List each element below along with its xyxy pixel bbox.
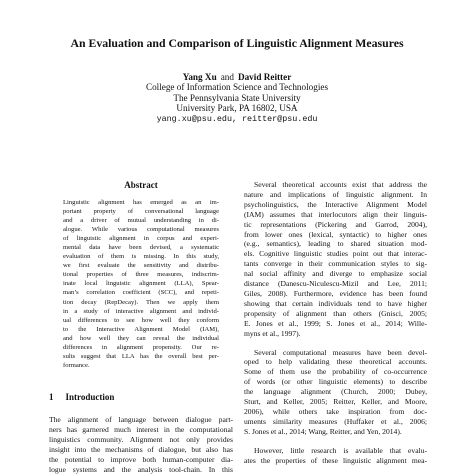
text-line: Several theoretical accounts exist that address the: [254, 180, 427, 189]
text-line: nature and implications of linguistic alignment. In: [244, 189, 427, 199]
text-line: Linguistic alignment has emerged as an im-: [63, 199, 219, 206]
text-line: mental data have been devised, a systematic: [63, 244, 219, 252]
text-line: we first evaluate the sensitivity and distribu-: [63, 262, 219, 270]
text-line: psycholinguistics, the Interactive Alignment Model: [244, 199, 427, 209]
text-line: nal social affinity and diverge to emphasize social: [244, 269, 427, 279]
text-line: insight into the mechanisms of dialogue, but also has: [49, 444, 233, 454]
introduction-body: [49, 415, 233, 474]
paper-title: An Evaluation and Comparison of Linguistic Alignment Measures: [70, 36, 404, 50]
body-paragraph: [244, 446, 427, 466]
author-2: David Reitter: [237, 72, 292, 82]
text-line: from lower ones (lexical, syntactic) to higher ones: [244, 229, 427, 239]
affiliation-line: The Pennsylvania State University: [173, 92, 301, 103]
text-line: and a driver of mutual understanding in di-: [63, 217, 219, 225]
author-emails: yang.xu@psu.edu, reitter@psu.edu: [156, 113, 318, 124]
text-line: tants converge in their communication styles to sig-: [244, 259, 427, 269]
text-line: The alignment of language between dialogue part-: [49, 415, 233, 424]
text-line: (IAM) assumes that interlocutors align their linguis-: [244, 209, 427, 219]
text-line: portant property of conversational language: [63, 208, 219, 216]
text-line: uments similarity measures (Huffaker et al., 2006;: [244, 416, 427, 426]
text-line: Sturt, and Keller, 2005; Reitter, Keller, and Moore,: [244, 397, 427, 407]
text-line: the language alignment (Church, 2000; Dubey,: [244, 387, 427, 397]
text-line: sults suggest that LLA has the overall best per-: [63, 352, 219, 360]
section-heading-introduction: [49, 392, 114, 402]
section-number: 1: [49, 392, 54, 402]
right-column: [244, 180, 427, 474]
text-line: ners has garnered much interest in the computational: [49, 424, 233, 434]
text-line: showing that certain individuals tend to have higher: [244, 298, 427, 308]
text-line: ates the properties of these linguistic alignment mea-: [244, 455, 427, 465]
text-line: propensity of alignment than others (Gnisci, 2005;: [244, 308, 427, 318]
text-line: man’s correlation coefficient (SCC), and repeti-: [63, 289, 219, 297]
text-line: E. Jones et al., 1999; S. Jones et al., 2014; Wille-: [244, 318, 427, 328]
text-line: formance.: [63, 361, 90, 369]
text-line: Several computational measures have been devel-: [254, 347, 427, 357]
author-conjunction: and: [220, 72, 234, 82]
text-line: Giles, 2008). Furthermore, evidence has been found: [244, 288, 427, 298]
text-line: and how well they can reveal the individual: [63, 334, 219, 342]
text-line: S. Jones et al., 2014; Wang, Reitter, and Yen, 2014).: [244, 426, 402, 436]
text-line: els. Cognitive linguistic studies point out that interac-: [244, 249, 427, 259]
text-line: of words (or other linguistic elements) to describe: [244, 377, 427, 387]
text-line: alogue. While various computational measures: [63, 226, 219, 234]
text-line: evaluation of them is missing. In this study,: [63, 253, 219, 261]
text-line: tional properties of three measures, indiscrim-: [63, 271, 219, 279]
text-line: ual differences to see how well they conform: [63, 316, 219, 324]
text-line: oped to help validating these theoretical accounts.: [244, 357, 427, 367]
author-1: Yang Xu: [182, 72, 217, 82]
left-column: [49, 180, 233, 370]
text-line: differences in alignment propensity. Our re-: [63, 343, 219, 351]
text-line: distance (Danescu-Niculescu-Mizil and Lee, 2011;: [244, 279, 427, 289]
abstract-body: [63, 198, 219, 370]
text-line: the potential to improve both human-computer dia-: [49, 454, 233, 464]
text-line: myns et al., 1997).: [244, 328, 301, 338]
text-line: inate local linguistic alignment (LLA), Spear-: [63, 280, 219, 288]
text-line: tic representations (Pickering and Garrod, 2004),: [244, 219, 427, 229]
body-paragraph: [244, 180, 427, 339]
text-line: Some of them use the probability of co-occurrence: [244, 367, 427, 377]
section-title: Introduction: [65, 392, 115, 402]
author-names: [0, 72, 474, 82]
text-line: linguistics community. Alignment not only provides: [49, 434, 233, 444]
text-line: However, little research is available that evalu-: [254, 445, 427, 455]
body-paragraph: [244, 348, 427, 437]
affiliation-line: College of Information Science and Technologies: [145, 82, 329, 93]
text-line: in a study of interactive alignment and individ-: [63, 307, 219, 315]
affiliation-line: University Park, PA 16802, USA: [176, 103, 298, 114]
text-line: logue systems and the analysis tool-chain. In this: [49, 464, 233, 474]
abstract-heading: Abstract: [124, 180, 158, 190]
text-line: 2006), while others take inspiration from doc-: [244, 406, 427, 416]
text-line: of linguistic alignment in corpus and experi-: [63, 235, 219, 243]
text-line: tion decay (RepDecay). Then we apply them: [63, 298, 219, 306]
text-line: (e.g., semantics), leading to shared situation mod-: [244, 239, 427, 249]
text-line: to the Interactive Alignment Model (IAM),: [63, 325, 219, 333]
author-block: [0, 72, 474, 124]
